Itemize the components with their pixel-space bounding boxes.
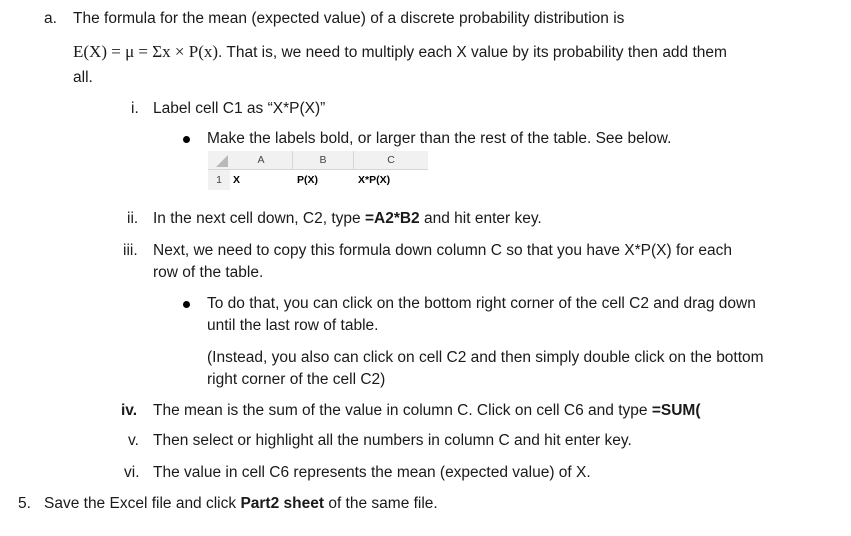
select-all-corner-icon [208, 151, 230, 169]
list-marker-5: 5. [18, 495, 31, 512]
step-iv-text: The mean is the sum of the value in column C. Click on cell C6 and type [153, 402, 652, 419]
bullet-icon [183, 136, 190, 143]
list-marker-a: a. [44, 10, 57, 27]
step-i-text: Label cell C1 as “X*P(X)” [153, 100, 326, 117]
item-5-text-end: of the same file. [324, 495, 438, 512]
step-iii-bullet-line1: To do that, you can click on the bottom right corner of the cell C2 and drag down [207, 295, 756, 312]
intro-text: The formula for the mean (expected value) of a discrete probability distribution is [73, 10, 625, 27]
step-iv-line [153, 401, 701, 421]
formula-continuation: all. [73, 69, 93, 86]
step-iii-line1: Next, we need to copy this formula down column C so that you have X*P(X) for each [153, 242, 732, 259]
step-vi-text: The value in cell C6 represents the mean (expected value) of X. [153, 464, 591, 481]
step-iv-marker: iv. [121, 402, 138, 419]
column-header-a: A [230, 151, 293, 169]
part2-sheet-label: Part2 sheet [240, 495, 325, 512]
formula-explanation: . That is, we need to multiply each X value by its probability then add them [218, 44, 727, 61]
step-ii-text: In the next cell down, C2, type [153, 210, 365, 227]
step-v-marker: v. [128, 432, 139, 449]
step-i-bullet-text: Make the labels bold, or larger than the rest of the table. See below. [207, 130, 672, 147]
column-header-c: C [387, 154, 395, 166]
formula-line [73, 42, 727, 63]
step-ii-text-end: and hit enter key. [419, 210, 542, 227]
row-header-1: 1 [208, 170, 230, 190]
step-vi-marker: vi. [124, 464, 140, 481]
step-ii-line [153, 209, 542, 229]
cell-b1: P(X) [297, 174, 318, 186]
cell-c1: X*P(X) [358, 174, 391, 186]
step-iii-note-line1: (Instead, you also can click on cell C2 and then simply double click on the bottom [207, 349, 764, 366]
bullet-icon [183, 301, 190, 308]
mean-formula: E(X) = μ = Σx × P(x) [73, 42, 219, 61]
step-v-text: Then select or highlight all the numbers in column C and hit enter key. [153, 432, 632, 449]
step-ii-formula: =A2*B2 [364, 210, 420, 227]
item-5-text: Save the Excel file and click [44, 495, 241, 512]
step-iii-note-line2: right corner of the cell C2) [207, 371, 386, 388]
step-iii-bullet-line2: until the last row of table. [207, 317, 379, 334]
spreadsheet-preview [208, 151, 428, 191]
step-iii-line2: row of the table. [153, 264, 264, 281]
step-iii-marker: iii. [123, 242, 138, 259]
step-ii-marker: ii. [127, 210, 139, 227]
step-iv-formula: =SUM( [651, 402, 701, 419]
step-i-marker: i. [131, 100, 139, 117]
item-5-line [44, 494, 438, 514]
column-header-b: B [293, 151, 354, 169]
cell-a1: X [233, 174, 241, 186]
